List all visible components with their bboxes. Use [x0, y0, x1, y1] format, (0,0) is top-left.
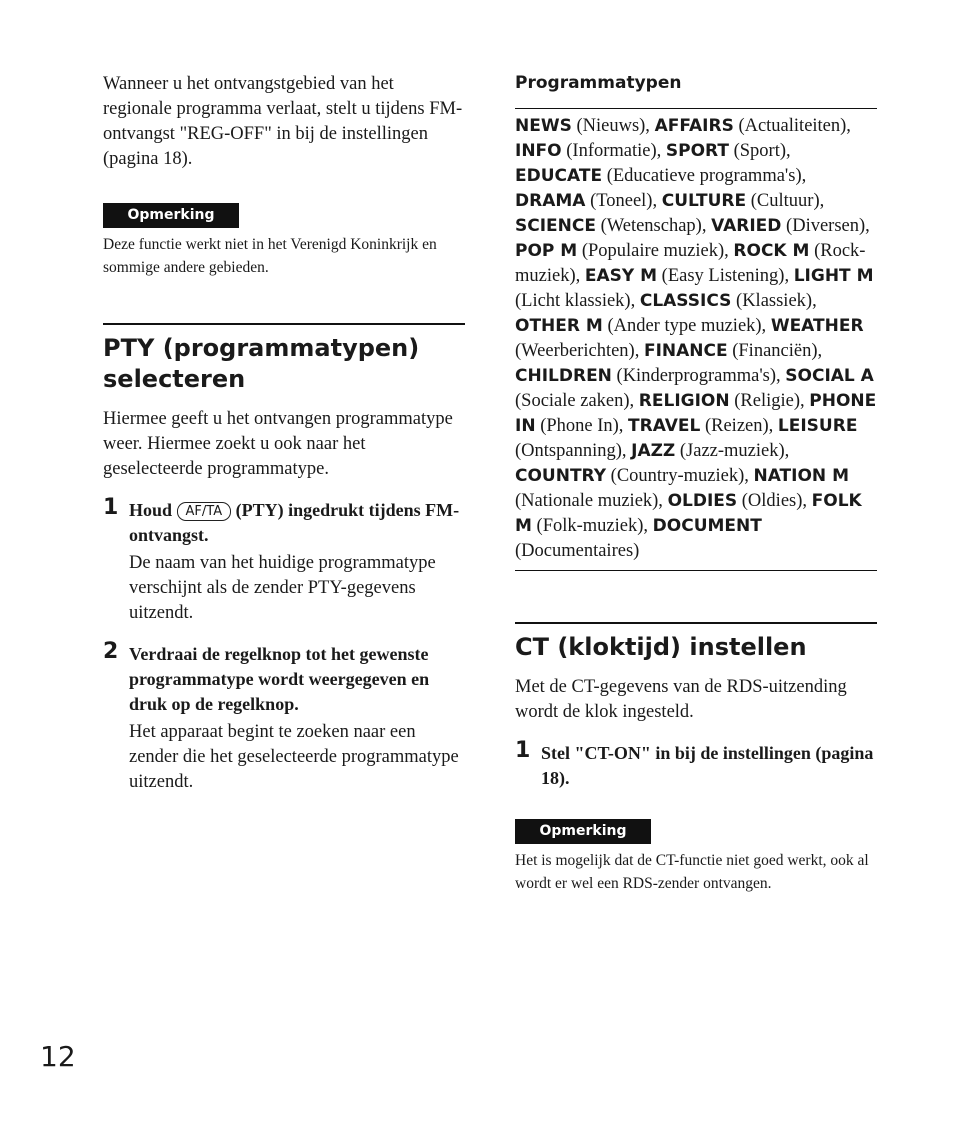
step-instruction: Stel "CT-ON" in bij de instellingen (pagina 18). — [541, 743, 874, 788]
program-type-code: FOLK M — [515, 491, 862, 536]
section-title-pty: PTY (programmatypen) selecteren — [103, 323, 465, 395]
step-number: 1 — [515, 738, 531, 763]
program-types-heading: Programmatypen — [515, 72, 877, 109]
program-type-code: DOCUMENT — [652, 516, 762, 536]
program-type-code: FINANCE — [643, 341, 728, 361]
program-type-description: (Documentaires) — [515, 541, 640, 561]
af-ta-key-icon: AF/TA — [177, 502, 232, 521]
program-type-description: (Informatie), — [561, 141, 662, 161]
program-type-description: (Oldies), — [737, 491, 808, 511]
program-type-code: EASY M — [584, 266, 658, 286]
program-type-description: (Klassiek), — [731, 291, 817, 311]
program-type-code: WEATHER — [770, 316, 864, 336]
program-type-code: SCIENCE — [515, 216, 596, 236]
program-type-description: (Toneel), — [585, 191, 658, 211]
program-type-code: AFFAIRS — [654, 116, 734, 136]
program-type-code: INFO — [515, 141, 562, 161]
program-type-description: (Country-muziek), — [606, 466, 749, 486]
program-type-description: (Rock-muziek), — [515, 241, 866, 286]
step-number: 1 — [103, 495, 119, 520]
program-type-description: (Sociale zaken), — [515, 391, 635, 411]
program-type-description: (Easy Listening), — [657, 266, 790, 286]
program-type-code: VARIED — [711, 216, 782, 236]
program-type-description: (Weerberichten), — [515, 341, 640, 361]
section-title-ct: CT (kloktijd) instellen — [515, 622, 877, 663]
program-type-description: (Diversen), — [781, 216, 870, 236]
note-text: Deze functie werkt niet in het Verenigd Koninkrijk en sommige andere gebieden. — [103, 236, 437, 276]
program-type-code: DRAMA — [515, 191, 586, 211]
program-type-code: SOCIAL A — [785, 366, 874, 386]
ct-section — [515, 622, 877, 895]
program-type-description: (Religie), — [729, 391, 805, 411]
program-type-description: (Licht klassiek), — [515, 291, 636, 311]
program-type-code: JAZZ — [631, 441, 676, 461]
program-types-list — [515, 109, 877, 571]
program-type-description: (Sport), — [728, 141, 791, 161]
program-type-description: (Jazz-muziek), — [675, 441, 790, 461]
step-instruction-end: (PTY) ingedrukt tijdens FM-ontvangst. — [129, 500, 460, 545]
program-type-code: CLASSICS — [639, 291, 732, 311]
program-type-description: (Folk-muziek), — [531, 516, 649, 536]
note-block-2 — [515, 819, 877, 895]
step-detail: De naam van het huidige programmatype verschijnt als de zender PTY-gegevens uitzendt. — [129, 553, 436, 623]
program-type-code: NATION M — [753, 466, 849, 486]
left-column — [103, 72, 465, 795]
program-type-code: POP M — [515, 241, 578, 261]
program-type-description: (Ontspanning), — [515, 441, 627, 461]
program-type-description: (Educatieve programma's), — [602, 166, 807, 186]
program-type-code: NEWS — [515, 116, 572, 136]
program-type-code: CULTURE — [661, 191, 747, 211]
program-type-code: COUNTRY — [515, 466, 607, 486]
note-block-1 — [103, 203, 465, 279]
program-type-description: (Kinderprogramma's), — [611, 366, 781, 386]
program-type-description: (Wetenschap), — [595, 216, 707, 236]
step-instruction — [129, 498, 465, 548]
program-type-code: SPORT — [665, 141, 729, 161]
program-type-description: (Nieuws), — [571, 116, 650, 136]
program-type-description: (Populaire muziek), — [577, 241, 729, 261]
program-type-description: (Actualiteiten), — [733, 116, 851, 136]
step-number: 2 — [103, 639, 119, 664]
program-type-description: (Nationale muziek), — [515, 491, 663, 511]
program-type-description: (Ander type muziek), — [602, 316, 767, 336]
program-type-description: (Phone In), — [535, 416, 624, 436]
step-2 — [103, 639, 465, 795]
program-type-code: EDUCATE — [515, 166, 603, 186]
program-type-code: TRAVEL — [628, 416, 701, 436]
right-column — [515, 72, 877, 895]
program-type-code: ROCK M — [733, 241, 810, 261]
page-number: 12 — [40, 1040, 76, 1073]
program-type-code: PHONE IN — [515, 391, 877, 436]
ct-step-1 — [515, 738, 877, 791]
ct-intro-paragraph: Met de CT-gegevens van de RDS-uitzending wordt de klok ingesteld. — [515, 677, 847, 722]
step-instruction-start: Houd — [129, 500, 173, 520]
program-types-paragraph — [515, 114, 877, 564]
note-label: Opmerking — [515, 819, 651, 844]
program-type-code: LEISURE — [777, 416, 858, 436]
reg-intro-paragraph: Wanneer u het ontvangstgebied van het regionale programma verlaat, stelt u tijdens FM-ontvangst "REG-OFF" in bij de instellingen (pagina 18). — [103, 74, 463, 169]
step-detail: Het apparaat begint te zoeken naar een zender die het geselecteerde programmatype uitzendt. — [129, 722, 459, 792]
program-type-description: (Reizen), — [700, 416, 774, 436]
step-instruction: Verdraai de regelknop tot het gewenste programmatype wordt weergegeven en druk op de regelknop. — [129, 644, 430, 714]
program-type-code: CHILDREN — [515, 366, 612, 386]
note-label: Opmerking — [103, 203, 239, 228]
program-type-code: OTHER M — [515, 316, 603, 336]
pty-intro-paragraph: Hiermee geeft u het ontvangen programmatype weer. Hiermee zoekt u ook naar het geselecteerde programmatype. — [103, 409, 453, 479]
pty-section — [103, 323, 465, 795]
program-type-code: OLDIES — [667, 491, 738, 511]
step-1 — [103, 495, 465, 626]
note-text: Het is mogelijk dat de CT-functie niet goed werkt, ook al wordt er wel een RDS-zender ontvangen. — [515, 852, 869, 892]
program-type-description: (Cultuur), — [746, 191, 825, 211]
program-type-code: LIGHT M — [793, 266, 874, 286]
program-type-code: RELIGION — [638, 391, 730, 411]
program-type-description: (Financiën), — [727, 341, 823, 361]
